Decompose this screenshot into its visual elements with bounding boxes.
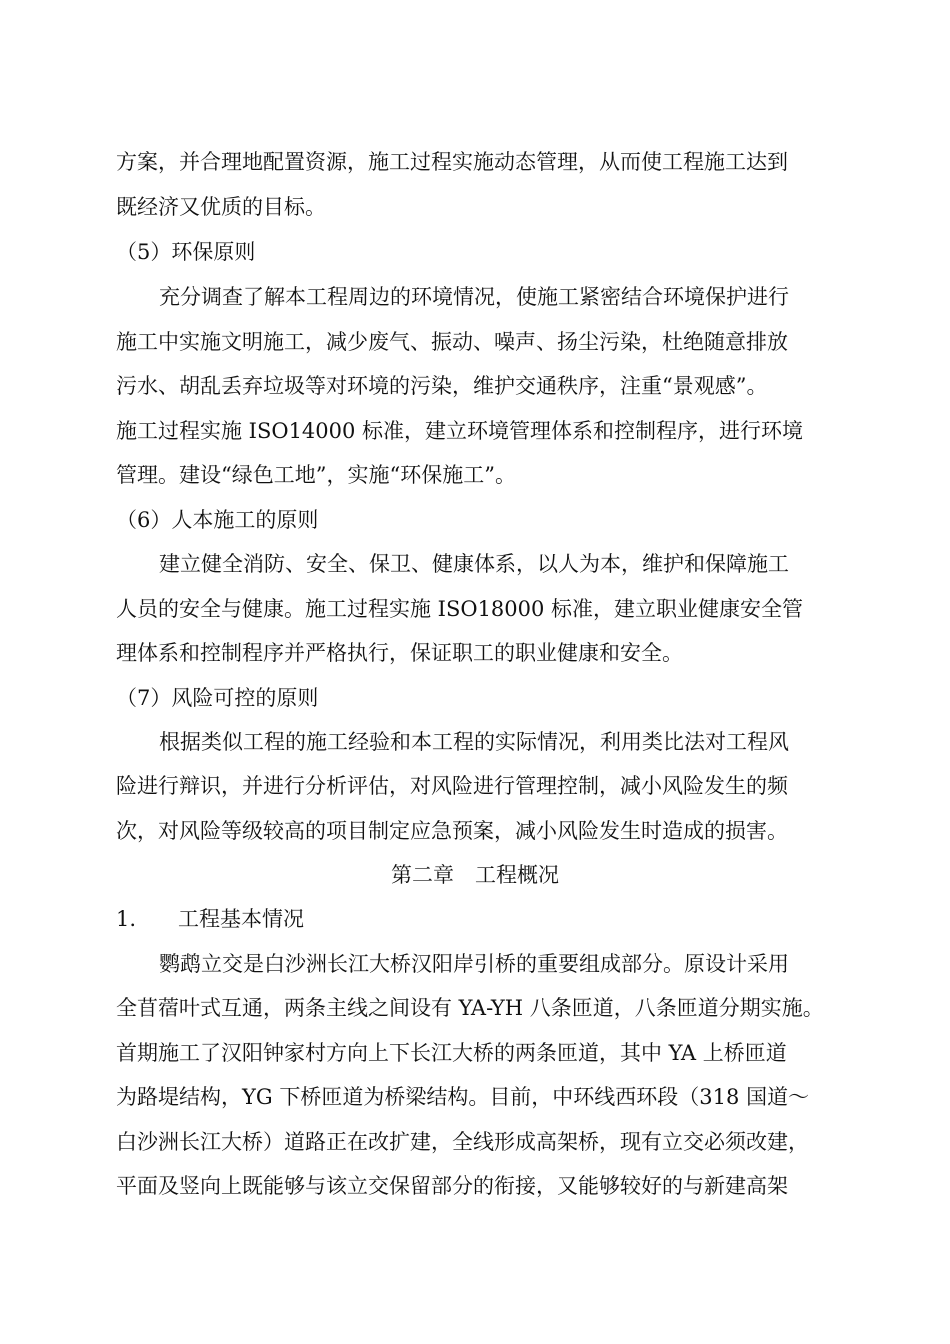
section-heading: 1. 工程基本情况 (116, 907, 305, 931)
paragraph-line: 理体系和控制程序并严格执行，保证职工的职业健康和安全。 (116, 641, 683, 665)
paragraph-line: 次，对风险等级较高的项目制定应急预案，减小风险发生时造成的损害。 (116, 819, 788, 843)
section-heading: （5）环保原则 (116, 240, 256, 264)
paragraph-line: 险进行辩识，并进行分析评估，对风险进行管理控制，减小风险发生的频 (116, 774, 788, 798)
section-heading: （6）人本施工的原则 (116, 508, 319, 532)
paragraph-line: 平面及竖向上既能够与该立交保留部分的衔接，又能够较好的与新建高架 (116, 1174, 788, 1198)
paragraph-line: 白沙洲长江大桥）道路正在改扩建，全线形成高架桥，现有立交必须改建， (116, 1130, 809, 1154)
paragraph-line: 施工过程实施 ISO14000 标准，建立环境管理体系和控制程序，进行环境 (116, 419, 804, 443)
section-heading: （7）风险可控的原则 (116, 686, 319, 710)
paragraph-line: 鹦鹉立交是白沙洲长江大桥汉阳岸引桥的重要组成部分。原设计采用 (159, 952, 789, 976)
chapter-title: 第二章 工程概况 (391, 863, 559, 887)
paragraph-line: 建立健全消防、安全、保卫、健康体系，以人为本，维护和保障施工 (159, 552, 789, 576)
paragraph-line: 首期施工了汉阳钟家村方向上下长江大桥的两条匝道，其中 YA 上桥匝道 (116, 1041, 787, 1065)
paragraph-line: 方案，并合理地配置资源，施工过程实施动态管理，从而使工程施工达到 (116, 150, 788, 174)
paragraph-line: 全苜蓿叶式互通，两条主线之间设有 YA-YH 八条匝道，八条匝道分期实施。 (116, 996, 824, 1020)
paragraph-line: 管理。建设“绿色工地”，实施“环保施工”。 (116, 463, 516, 487)
paragraph-line: 充分调查了解本工程周边的环境情况，使施工紧密结合环境保护进行 (159, 285, 789, 309)
paragraph-line: 为路堤结构，YG 下桥匝道为桥梁结构。目前，中环线西环段（318 国道～ (116, 1085, 810, 1109)
paragraph-line: 既经济又优质的目标。 (116, 195, 326, 219)
paragraph-line: 人员的安全与健康。施工过程实施 ISO18000 标准，建立职业健康安全管 (116, 597, 804, 621)
paragraph-line: 根据类似工程的施工经验和本工程的实际情况，利用类比法对工程风 (159, 730, 789, 754)
paragraph-line: 污水、胡乱丢弃垃圾等对环境的污染，维护交通秩序，注重“景观感”。 (116, 374, 768, 398)
paragraph-line: 施工中实施文明施工，减少废气、振动、噪声、扬尘污染，杜绝随意排放 (116, 330, 788, 354)
